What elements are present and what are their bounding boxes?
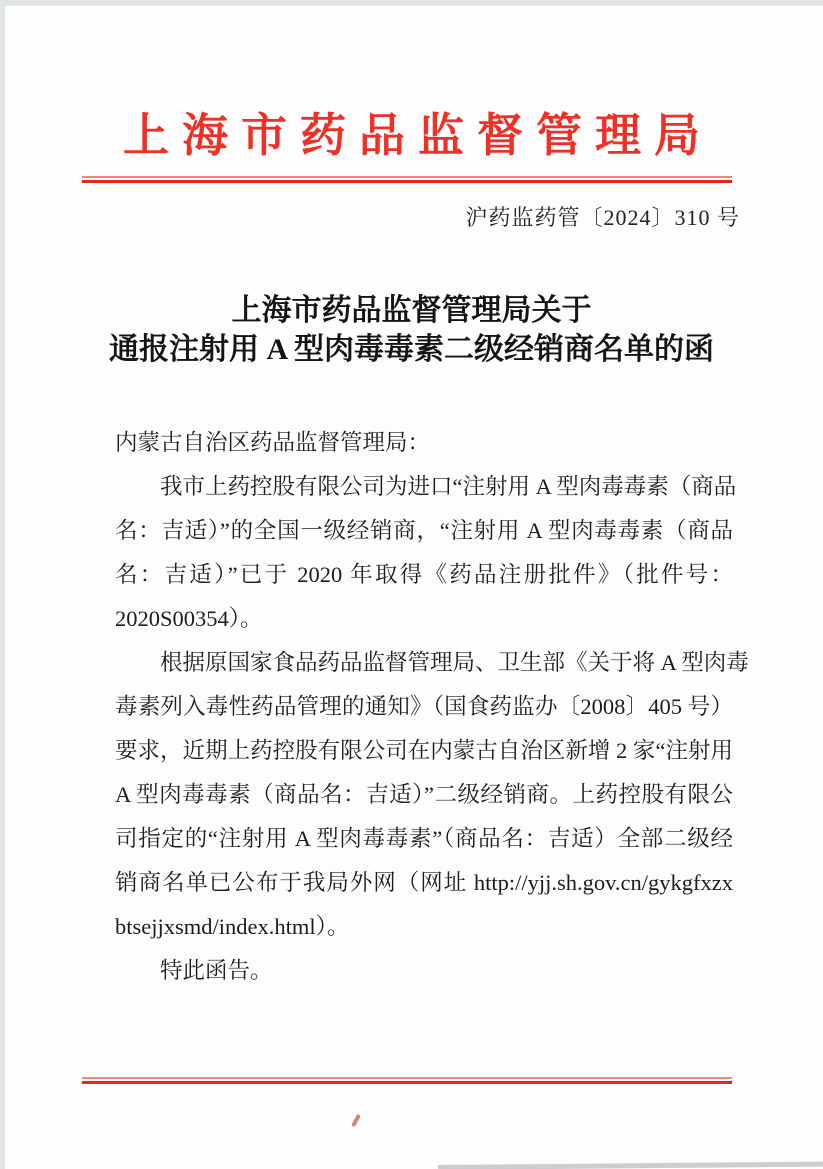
body-line: 毒素列入毒性药品管理的通知》（国食药监办〔2008〕405 号）	[115, 694, 733, 719]
body-line: 我市上药控股有限公司为进口“注射用 A 型肉毒毒素（商品	[160, 474, 737, 499]
footer-divider	[82, 1077, 732, 1084]
body-line: btsejjxsmd/index.html）。	[115, 914, 350, 939]
letterhead-divider	[82, 176, 732, 183]
document-title	[55, 291, 768, 369]
body-line: 销商名单已公布于我局外网（网址 http://yjj.sh.gov.cn/gykgfxzx	[115, 870, 733, 895]
salutation-line: 内蒙古自治区药品监督管理局：	[115, 430, 431, 455]
footer-divider-thick-line	[82, 1081, 732, 1084]
body-line: 名：吉适）”的全国一级经销商，“注射用 A 型肉毒毒素（商品	[115, 518, 733, 543]
body-line: 2020S00354）。	[115, 606, 263, 631]
closing-line: 特此函告。	[160, 958, 273, 983]
scan-edge-left	[0, 0, 5, 1169]
body-line: 要求，近期上药控股有限公司在内蒙古自治区新增 2 家“注射用	[115, 738, 733, 763]
document-number: 沪药监药管〔2024〕310 号	[465, 205, 740, 230]
agency-letterhead: 上海市药品监督管理局	[123, 110, 713, 161]
body-line: 司指定的“注射用 A 型肉毒毒素”（商品名：吉适）全部二级经	[115, 826, 733, 851]
document-title-line1: 上海市药品监督管理局关于	[231, 294, 592, 327]
body-line: 根据原国家食品药品监督管理局、卫生部《关于将 A 型肉毒	[160, 650, 749, 675]
body-line: A 型肉毒毒素（商品名：吉适）”二级经销商。上药控股有限公	[115, 782, 733, 807]
document-body	[115, 421, 749, 993]
body-line: 名：吉适）”已于 2020 年取得《药品注册批件》（批件号：	[115, 562, 733, 587]
scan-edge-bottom	[438, 1162, 823, 1169]
scan-edge-top	[0, 0, 823, 6]
scan-artifact-speck	[351, 1114, 361, 1127]
document-title-line2: 通报注射用 A 型肉毒毒素二级经销商名单的函	[108, 333, 714, 366]
letterhead-divider-thick-line	[82, 180, 732, 183]
